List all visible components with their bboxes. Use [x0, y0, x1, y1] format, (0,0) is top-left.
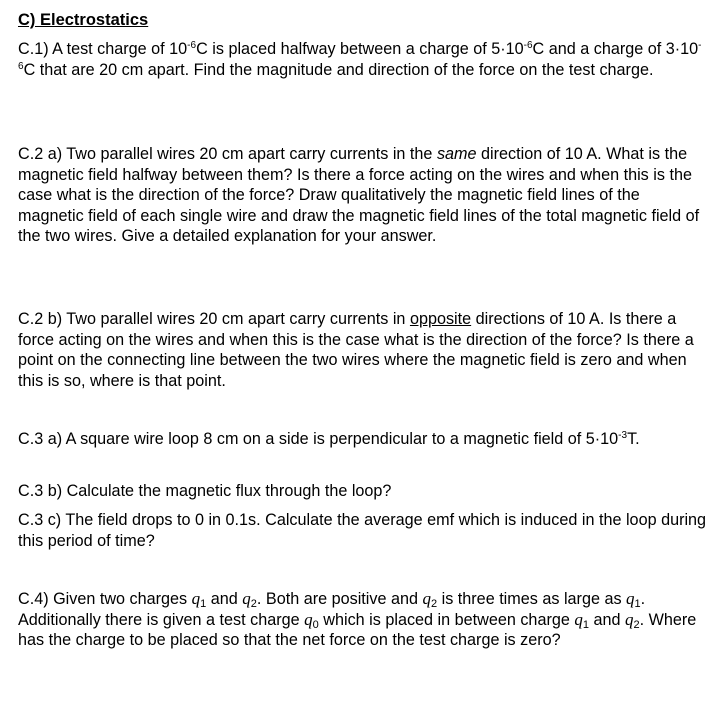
question-c3c [18, 510, 708, 551]
question-c1 [18, 39, 708, 80]
question-c4-text: C.4) Given two charges $q_1$ and $q_2$. Both are positive and $q_2$ is three times as large as $q_1$. Additionally there is given a test charge $q_0$ which is placed in between charge $q_1$ and $q_2$. Where has the charge to be placed so that the net force on the test charge is zero? [18, 589, 697, 649]
question-c2b-text: C.2 b) Two parallel wires 20 cm apart carry currents in opposite directions of 10 A. Is there a force acting on the wires and when this is the case what is the direction of the force? Is there a point on the connecting line between the two wires where the magnetic field is zero and when this is so, where is that point. [18, 310, 694, 390]
question-c3c-text: C.3 c) The field drops to 0 in 0.1s. Calculate the average emf which is induced in the loop during this period of time? [18, 511, 707, 550]
question-c2a [18, 144, 708, 247]
question-c4 [18, 589, 708, 651]
question-c3b-text: C.3 b) Calculate the magnetic flux through the loop? [18, 482, 392, 500]
question-c3b [18, 481, 708, 502]
question-c2b [18, 309, 708, 391]
section-title: C) Electrostatics [18, 11, 149, 29]
document-page [18, 10, 708, 649]
question-c3a-text: C.3 a) A square wire loop 8 cm on a side is perpendicular to a magnetic field of $5\cdot 10^{-3}T$. [18, 430, 640, 448]
question-c2a-text: C.2 a) Two parallel wires 20 cm apart carry currents in the same direction of 10 A. What is the magnetic field halfway between them? Is there a force acting on the wires and when this is the case what is the direction of the force? Draw qualitatively the magnetic field lines of the magnetic field of each single wire and draw the magnetic field lines of the total magnetic field of the two wires. Give a detailed explanation for your answer. [18, 145, 700, 245]
question-c3a [18, 429, 708, 450]
question-c1-text: C.1) A test charge of $10^{-6}C$ is placed halfway between a charge of $5\cdot 10^{-6}C$ and a charge of $3\cdot 10^{-6}C$ that are 20 cm apart. Find the magnitude and direction of the force on the test charge. [18, 40, 702, 79]
